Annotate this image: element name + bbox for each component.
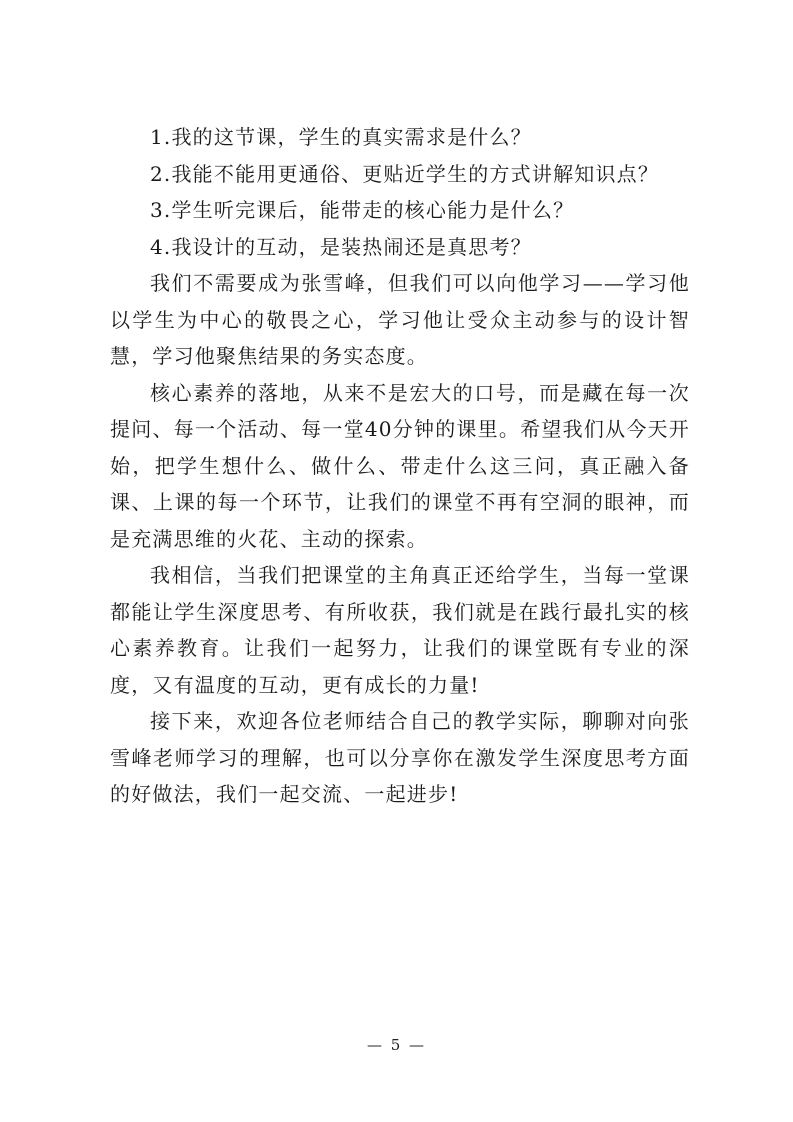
body-paragraph-learn: 我们不需要成为张雪峰，但我们可以向他学习——学习他以学生为中心的敬畏之心，学习他让受众主动参与的设计智慧，学习他聚焦结果的务实态度。 [110, 271, 690, 368]
page-number: — 5 — [366, 1036, 427, 1054]
page-body [110, 119, 690, 813]
body-paragraph-belief: 我相信，当我们把课堂的主角真正还给学生，当每一堂课都能让学生深度思考、有所收获，我们就是在践行最扎实的核心素养教育。让我们一起努力，让我们的课堂既有专业的深度，又有温度的互动，更有成长的力量! [110, 563, 690, 697]
question-item-2: 2.我能不能用更通俗、更贴近学生的方式讲解知识点？ [150, 161, 660, 186]
question-item-3: 3.学生听完课后，能带走的核心能力是什么？ [150, 198, 575, 222]
body-paragraph-core-literacy: 核心素养的落地，从来不是宏大的口号，而是藏在每一次提问、每一个活动、每一堂40分钟的课里。希望我们从今天开始，把学生想什么、做什么、带走什么这三问，真正融入备课、上课的每一个环节，让我们的课堂不再有空洞的眼神，而是充满思维的火花、主动的探索。 [110, 380, 690, 551]
question-item-4: 4.我设计的互动，是装热闹还是真思考？ [150, 234, 532, 259]
body-paragraph-discussion: 接下来，欢迎各位老师结合自己的教学实际，聊聊对向张雪峰老师学习的理解，也可以分享你在激发学生深度思考方面的好做法，我们一起交流、一起进步! [110, 709, 690, 806]
question-item-1: 1.我的这节课，学生的真实需求是什么？ [150, 125, 532, 149]
